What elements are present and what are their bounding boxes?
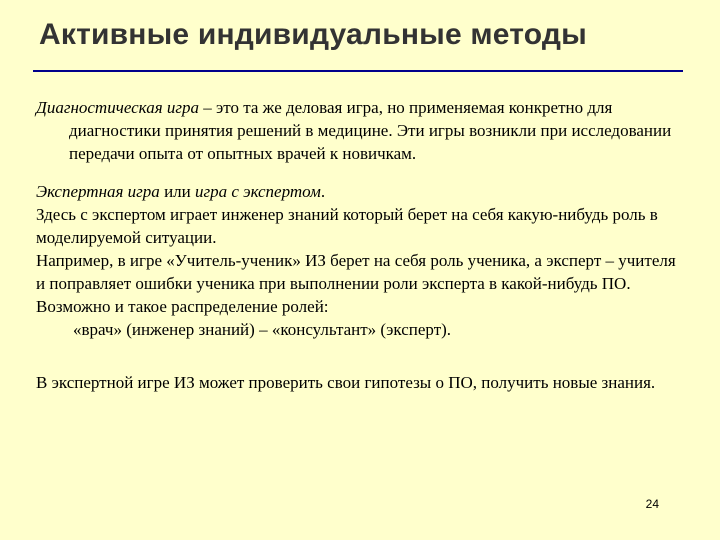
slide-title: Активные индивидуальные методы	[39, 18, 587, 51]
expert-game-description: Здесь с экспертом играет инженер знаний который берет на себя какую-нибудь роль в моделируемой ситуации.	[36, 205, 658, 247]
expert-game-heading	[36, 180, 676, 203]
period: .	[320, 182, 326, 201]
diagnostic-game-term: Диагностическая игра	[36, 98, 199, 117]
connector-text: или	[159, 182, 195, 201]
conclusion-paragraph: В экспертной игре ИЗ может проверить свои гипотезы о ПО, получить новые знания.	[36, 373, 656, 392]
diagnostic-game-paragraph	[36, 96, 676, 165]
game-with-expert-term: игра с экспертом	[195, 182, 321, 201]
diagnostic-game-text: – это та же деловая игра, но применяемая конкретно для диагностики принятия решений в медицине. Эти игры возникли при исследовании передачи опыта от опытных врачей к новичкам.	[69, 98, 672, 163]
role-distribution-example: «врач» (инженер знаний) – «консультант» (эксперт).	[73, 320, 452, 339]
expert-game-term: Экспертная игра	[36, 182, 160, 201]
expert-game-example: Например, в игре «Учитель-ученик» ИЗ берет на себя роль ученика, а эксперт – учителя и поправляет ошибки ученика при выполнении роли эксперта в какой-нибудь ПО.	[36, 251, 676, 293]
page-number: 24	[645, 497, 659, 511]
role-distribution-intro: Возможно и такое распределение ролей:	[36, 297, 329, 316]
slide-body	[36, 96, 676, 394]
title-underline	[33, 70, 683, 72]
